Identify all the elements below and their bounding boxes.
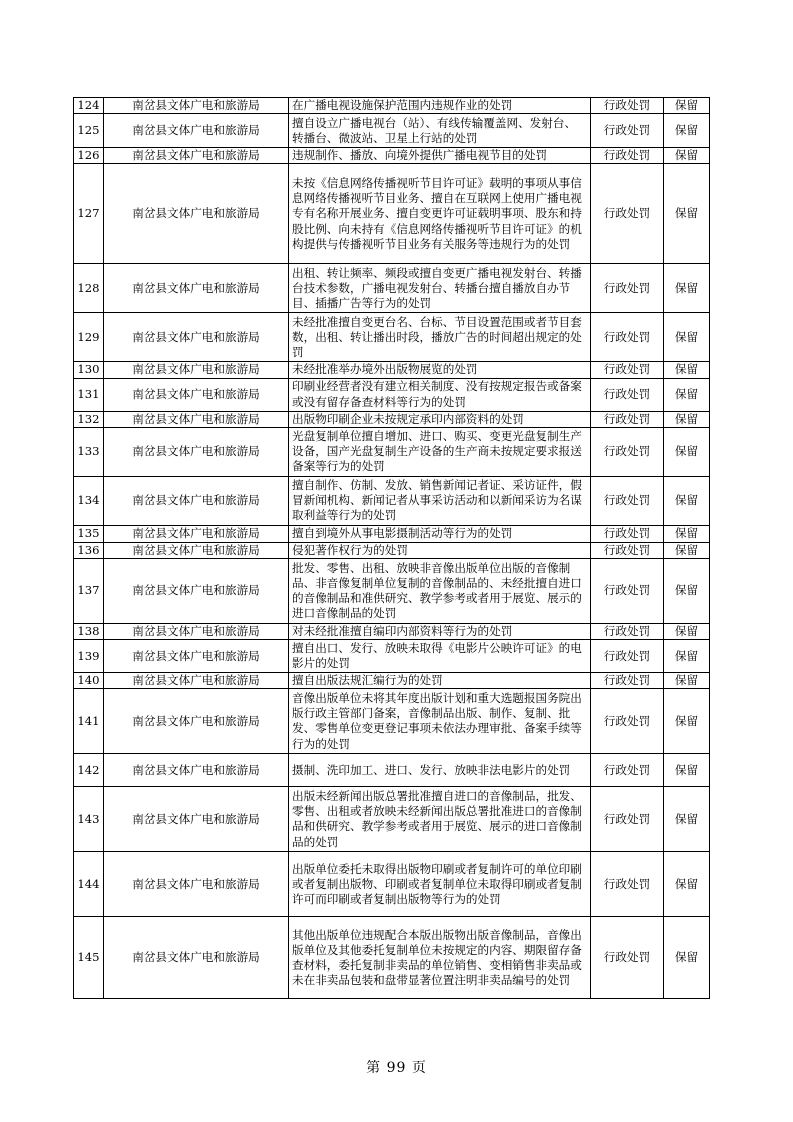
row-status: 保留 [664,673,710,689]
row-department: 南岔县文体广电和旅游局 [104,164,289,264]
row-power-type: 行政处罚 [591,164,664,264]
row-department: 南岔县文体广电和旅游局 [104,313,289,362]
page-number: 第 99 页 [366,1060,427,1076]
row-department: 南岔县文体广电和旅游局 [104,754,289,787]
row-number: 143 [74,787,104,852]
row-status: 保留 [664,640,710,673]
table-row [74,476,710,525]
row-department: 南岔县文体广电和旅游局 [104,427,289,476]
row-power-type: 行政处罚 [591,362,664,378]
row-number: 136 [74,542,104,558]
row-item-name: 未经批准擅自变更台名、台标、节目设置范围或者节目套数，出租、转让播出时段，播放广告的时间超出规定的处罚 [289,313,591,362]
row-number: 138 [74,624,104,640]
row-number: 139 [74,640,104,673]
row-item-name: 侵犯著作权行为的处罚 [289,542,591,558]
row-status: 保留 [664,411,710,427]
table-row [74,917,710,999]
table-row [74,114,710,148]
row-number: 130 [74,362,104,378]
table-row [74,164,710,264]
row-item-name: 出版物印刷企业未按规定承印内部资料的处罚 [289,411,591,427]
row-power-type: 行政处罚 [591,313,664,362]
table-row [74,542,710,558]
row-department: 南岔县文体广电和旅游局 [104,640,289,673]
row-department: 南岔县文体广电和旅游局 [104,673,289,689]
row-power-type: 行政处罚 [591,411,664,427]
row-item-name: 擅自到境外从事电影摄制活动等行为的处罚 [289,525,591,542]
row-status: 保留 [664,313,710,362]
row-item-name: 音像出版单位未将其年度出版计划和重大选题报国务院出版行政主管部门备案，音像制品出版、制作、复制、批发、零售单位变更登记事项未依法办理审批、备案手续等行为的处罚 [289,689,591,754]
row-department: 南岔县文体广电和旅游局 [104,264,289,313]
row-status: 保留 [664,917,710,999]
row-number: 126 [74,148,104,164]
row-department: 南岔县文体广电和旅游局 [104,542,289,558]
row-status: 保留 [664,852,710,917]
row-item-name: 对未经批准擅自编印内部资料等行为的处罚 [289,624,591,640]
row-power-type: 行政处罚 [591,525,664,542]
row-item-name: 批发、零售、出租、放映非音像出版单位出版的音像制品、非音像复制单位复制的音像制品的、未经批擅自进口的音像制品和准供研究、教学参考或者用于展览、展示的进口音像制品的处罚 [289,559,591,624]
row-status: 保留 [664,164,710,264]
row-status: 保留 [664,754,710,787]
table-row [74,525,710,542]
row-department: 南岔县文体广电和旅游局 [104,689,289,754]
row-number: 142 [74,754,104,787]
row-power-type: 行政处罚 [591,689,664,754]
row-number: 124 [74,98,104,114]
row-department: 南岔县文体广电和旅游局 [104,411,289,427]
row-power-type: 行政处罚 [591,476,664,525]
row-status: 保留 [664,542,710,558]
row-status: 保留 [664,427,710,476]
row-item-name: 未按《信息网络传播视听节目许可证》载明的事项从事信息网络传播视听节目业务、擅自在互联网上使用广播电视专有名称开展业务、擅自变更许可证载明事项、股东和持股比例、向未持有《信息网络传播视听节目许可证》的机构提供与传播视听节目业务有关服务等违规行为的处罚 [289,164,591,264]
row-item-name: 擅自出口、发行、放映未取得《电影片公映许可证》的电影片的处罚 [289,640,591,673]
row-item-name: 印刷业经营者没有建立相关制度、没有按规定报告或备案或没有留存备查材料等行为的处罚 [289,378,591,411]
table-row [74,852,710,917]
table-row [74,787,710,852]
table-row [74,673,710,689]
row-power-type: 行政处罚 [591,427,664,476]
table-row [74,559,710,624]
row-number: 129 [74,313,104,362]
row-power-type: 行政处罚 [591,378,664,411]
table-row [74,411,710,427]
row-department: 南岔县文体广电和旅游局 [104,378,289,411]
row-status: 保留 [664,525,710,542]
row-department: 南岔县文体广电和旅游局 [104,148,289,164]
row-number: 135 [74,525,104,542]
table-row [74,148,710,164]
row-department: 南岔县文体广电和旅游局 [104,362,289,378]
row-status: 保留 [664,264,710,313]
row-number: 131 [74,378,104,411]
row-power-type: 行政处罚 [591,852,664,917]
row-item-name: 其他出版单位违规配合本版出版物出版音像制品，音像出版单位及其他委托复制单位未按规定的内容、期限留存备查材料，委托复制非卖品的单位销售、变相销售非卖品或未在非卖品包装和盘带显著位置注明非卖品编号的处罚 [289,917,591,999]
table-row [74,754,710,787]
row-department: 南岔县文体广电和旅游局 [104,98,289,114]
row-power-type: 行政处罚 [591,98,664,114]
row-power-type: 行政处罚 [591,559,664,624]
row-power-type: 行政处罚 [591,148,664,164]
row-item-name: 在广播电视设施保护范围内违规作业的处罚 [289,98,591,114]
row-power-type: 行政处罚 [591,264,664,313]
row-item-name: 出租、转让频率、频段或擅自变更广播电视发射台、转播台技术参数，广播电视发射台、转播台擅自播放自办节目、插播广告等行为的处罚 [289,264,591,313]
table-row [74,427,710,476]
row-item-name: 光盘复制单位擅自增加、进口、购买、变更光盘复制生产设备，国产光盘复制生产设备的生产商未按规定要求报送备案等行为的处罚 [289,427,591,476]
row-department: 南岔县文体广电和旅游局 [104,476,289,525]
row-number: 134 [74,476,104,525]
row-item-name: 擅自制作、仿制、发放、销售新闻记者证、采访证件，假冒新闻机构、新闻记者从事采访活动和以新闻采访为名谋取利益等行为的处罚 [289,476,591,525]
row-item-name: 未经批准举办境外出版物展览的处罚 [289,362,591,378]
table-row [74,362,710,378]
row-item-name: 摄制、洗印加工、进口、发行、放映非法电影片的处罚 [289,754,591,787]
row-status: 保留 [664,148,710,164]
row-power-type: 行政处罚 [591,542,664,558]
row-number: 141 [74,689,104,754]
table-row [74,264,710,313]
table-row [74,378,710,411]
row-number: 125 [74,114,104,148]
row-number: 144 [74,852,104,917]
row-department: 南岔县文体广电和旅游局 [104,559,289,624]
table-row [74,624,710,640]
table-row [74,640,710,673]
row-item-name: 擅自设立广播电视台（站）、有线传输覆盖网、发射台、转播台、微波站、卫星上行站的处罚 [289,114,591,148]
row-item-name: 违规制作、播放、向境外提供广播电视节目的处罚 [289,148,591,164]
row-status: 保留 [664,689,710,754]
row-number: 127 [74,164,104,264]
row-number: 137 [74,559,104,624]
row-status: 保留 [664,98,710,114]
row-power-type: 行政处罚 [591,624,664,640]
row-status: 保留 [664,362,710,378]
row-status: 保留 [664,787,710,852]
table-row [74,689,710,754]
row-power-type: 行政处罚 [591,640,664,673]
row-power-type: 行政处罚 [591,917,664,999]
row-item-name: 出版单位委托未取得出版物印刷或者复制许可的单位印刷或者复制出版物、印刷或者复制单位未取得印刷或者复制许可而印刷或者复制出版物等行为的处罚 [289,852,591,917]
row-department: 南岔县文体广电和旅游局 [104,787,289,852]
table-body [74,98,710,999]
row-power-type: 行政处罚 [591,754,664,787]
row-power-type: 行政处罚 [591,114,664,148]
row-item-name: 出版未经新闻出版总署批准擅自进口的音像制品，批发、零售、出租或者放映未经新闻出版总署批准进口的音像制品和供研究、教学参考或者用于展览、展示的进口音像制品的处罚 [289,787,591,852]
row-power-type: 行政处罚 [591,787,664,852]
row-item-name: 擅自出版法规汇编行为的处罚 [289,673,591,689]
row-status: 保留 [664,114,710,148]
row-power-type: 行政处罚 [591,673,664,689]
power-list-table [73,97,710,999]
row-number: 145 [74,917,104,999]
row-department: 南岔县文体广电和旅游局 [104,917,289,999]
row-department: 南岔县文体广电和旅游局 [104,624,289,640]
row-status: 保留 [664,559,710,624]
row-number: 128 [74,264,104,313]
table-row [74,313,710,362]
row-status: 保留 [664,476,710,525]
row-department: 南岔县文体广电和旅游局 [104,114,289,148]
row-status: 保留 [664,378,710,411]
row-number: 133 [74,427,104,476]
table-row [74,98,710,114]
row-number: 140 [74,673,104,689]
row-department: 南岔县文体广电和旅游局 [104,852,289,917]
row-status: 保留 [664,624,710,640]
row-number: 132 [74,411,104,427]
row-department: 南岔县文体广电和旅游局 [104,525,289,542]
